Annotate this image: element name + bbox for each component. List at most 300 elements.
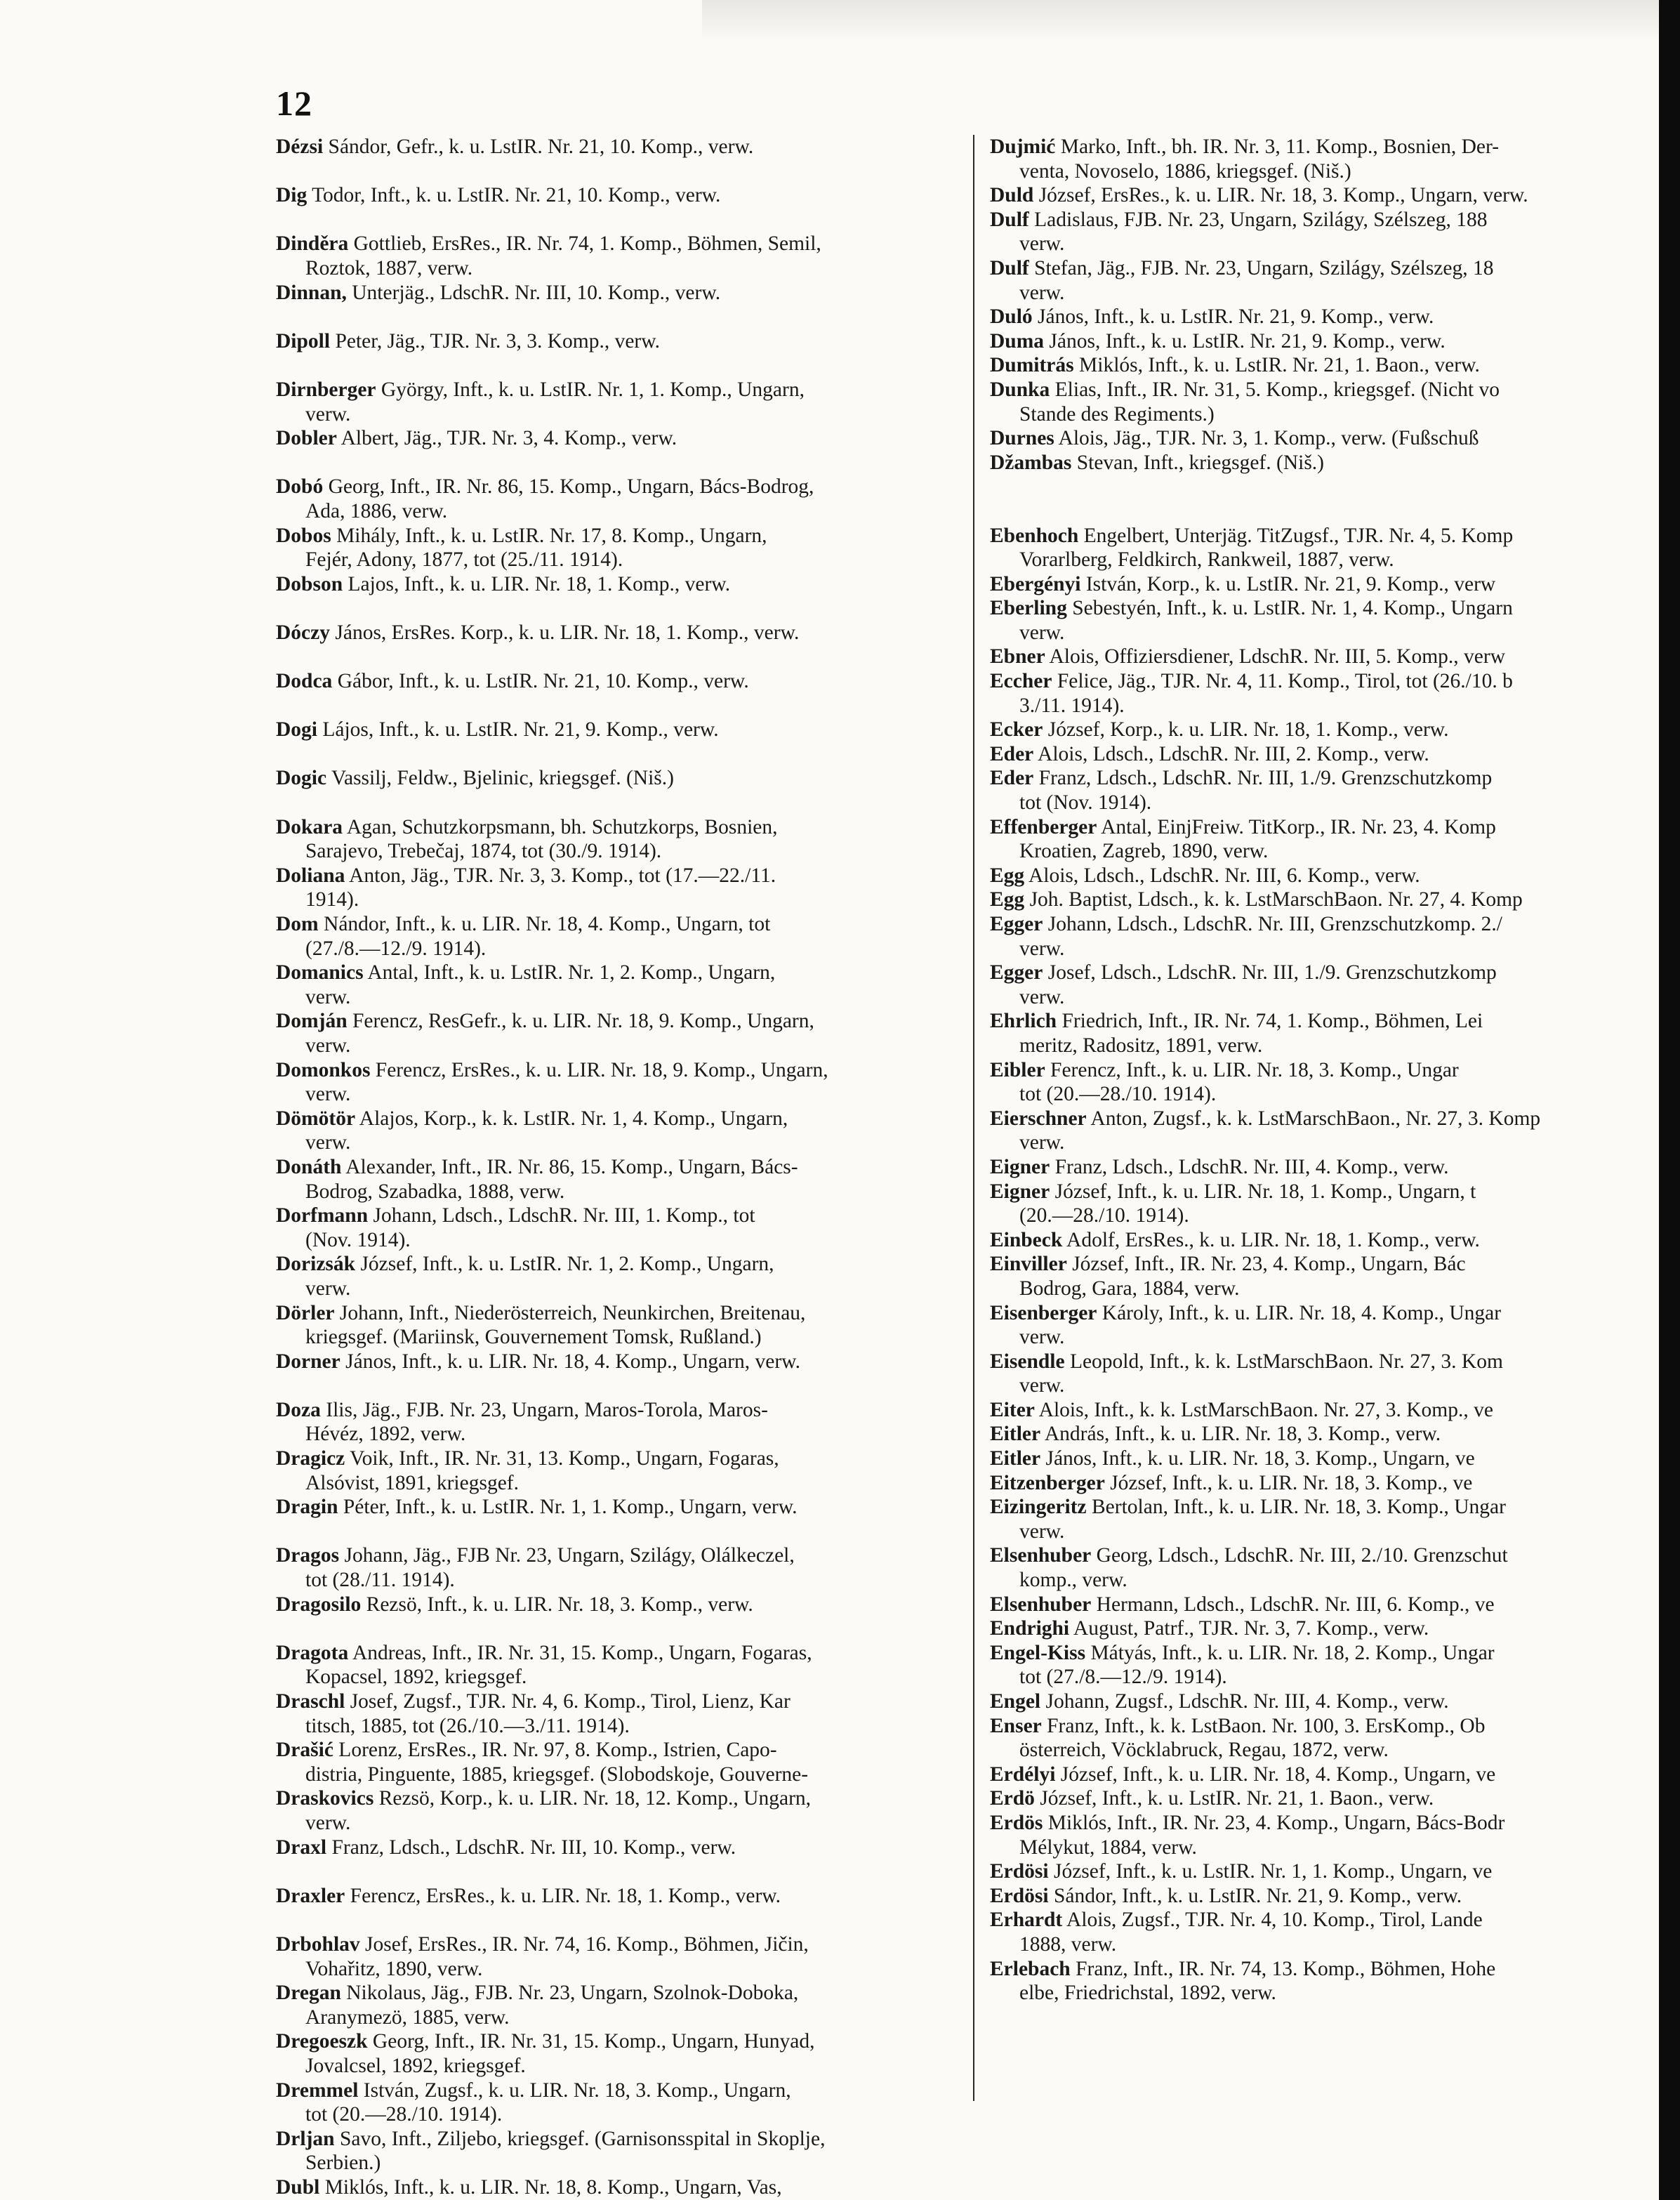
entry-first-line [990, 1471, 1671, 1496]
entry-text: Kopacsel, 1892, kriegsgef. [305, 1666, 527, 1689]
register-entry [276, 1836, 964, 1884]
entry-text: verw. [1019, 281, 1065, 304]
entry-text: Marko, Inft., bh. IR. Nr. 3, 11. Komp., Bosnien, Der- [1060, 136, 1500, 158]
entry-first-line [276, 1786, 964, 1811]
entry-first-line [990, 1957, 1671, 1982]
entry-text: József, Inft., k. u. LstIR. Nr. 1, 2. Komp., Ungarn, [360, 1253, 774, 1276]
register-entry [276, 2079, 964, 2127]
entry-surname: Eitzenberger [990, 1471, 1105, 1494]
entry-text: József, Inft., k. u. LstIR. Nr. 21, 1. Baon., verw. [1040, 1787, 1434, 1810]
entry-continuation-line [276, 985, 964, 1010]
entry-surname: Dubl [276, 2175, 320, 2199]
register-entry [990, 572, 1671, 597]
entry-text: Miklós, Inft., k. u. LIR. Nr. 18, 8. Komp., Ungarn, Vas, [324, 2175, 782, 2199]
register-entry [990, 451, 1671, 475]
entry-text: Alois, Zugsf., TJR. Nr. 4, 10. Komp., Tirol, Lande [1066, 1909, 1483, 1932]
entry-continuation-line [990, 1374, 1671, 1398]
entry-text: verw. [305, 402, 351, 426]
entry-first-line [276, 815, 964, 840]
entry-surname: Dragos [276, 1544, 340, 1567]
entry-text: Johann, Inft., Niederösterreich, Neunkirchen, Breitenau, [339, 1301, 806, 1324]
entry-first-line [990, 1543, 1671, 1568]
entry-text: Alexander, Inft., IR. Nr. 86, 15. Komp., Ungarn, Bács- [345, 1155, 798, 1178]
register-entry [990, 208, 1671, 256]
entry-first-line [276, 1884, 964, 1909]
entry-text: titsch, 1885, tot (26./10.—3./11. 1914). [305, 1714, 630, 1737]
entry-first-line [990, 912, 1671, 937]
entry-continuation-line [990, 232, 1671, 256]
entry-text: verw. [1019, 1374, 1065, 1397]
left-column [276, 135, 964, 2200]
entry-text: Ada, 1886, verw. [305, 499, 448, 522]
entry-first-line [276, 1738, 964, 1763]
entry-first-line [276, 426, 964, 451]
entry-surname: Dig [276, 184, 307, 207]
entry-text: Roztok, 1887, verw. [305, 256, 473, 279]
register-entry [990, 1180, 1671, 1228]
entry-first-line [276, 2079, 964, 2103]
entry-surname: Duma [990, 329, 1045, 353]
register-entry [276, 135, 964, 183]
entry-continuation-line [990, 1204, 1671, 1228]
entry-first-line [276, 912, 964, 937]
entry-text: Nándor, Inft., k. u. LIR. Nr. 18, 4. Komp., Ungarn, tot [324, 913, 771, 935]
register-entry [990, 1859, 1671, 1884]
entry-continuation-line [990, 402, 1671, 427]
entry-text: Todor, Inft., k. u. LstIR. Nr. 21, 10. Komp., verw. [312, 184, 721, 207]
entry-text: verw. [1019, 232, 1065, 256]
entry-first-line [276, 1593, 964, 1617]
register-entry [276, 378, 964, 426]
entry-surname: Dragota [276, 1641, 349, 1664]
entry-first-line [990, 208, 1671, 232]
entry-first-line [276, 864, 964, 888]
register-entry [276, 1058, 964, 1107]
entry-first-line [276, 1981, 964, 2005]
entry-continuation-line [276, 839, 964, 864]
entry-text: Hermann, Ldsch., LdschR. Nr. III, 6. Komp., ve [1096, 1593, 1495, 1616]
entry-surname: Dipoll [276, 329, 331, 353]
entry-text: komp., verw. [1019, 1569, 1127, 1592]
entry-surname: Duló [990, 305, 1033, 329]
entry-surname: Erlebach [990, 1957, 1071, 1980]
entry-text: Antal, EinjFreiw. TitKorp., IR. Nr. 23, 4. Komp [1101, 815, 1496, 838]
entry-text: Friedrich, Inft., IR. Nr. 74, 1. Komp., Böhmen, Lei [1061, 1010, 1483, 1033]
entry-text: Anton, Zugsf., k. k. LstMarschBaon., Nr. 27, 3. Komp [1090, 1107, 1541, 1130]
entry-text: Antal, Inft., k. u. LstIR. Nr. 1, 2. Komp., Ungarn, [367, 961, 776, 984]
entry-text: Lorenz, ErsRes., IR. Nr. 97, 8. Komp., Istrien, Capo- [338, 1739, 777, 1762]
entry-text: 1888, verw. [1019, 1932, 1117, 1956]
entry-first-line [990, 305, 1671, 329]
register-entry [276, 232, 964, 280]
register-entry [990, 1884, 1671, 1909]
entry-text: Alois, Jäg., TJR. Nr. 3, 1. Komp., verw. (Fußschuß [1058, 427, 1479, 450]
entry-surname: Enser [990, 1714, 1042, 1737]
entry-text: András, Inft., k. u. LIR. Nr. 18, 3. Komp., verw. [1044, 1423, 1441, 1446]
entry-text: János, ErsRes. Korp., k. u. LIR. Nr. 18, 1. Komp., verw. [335, 621, 800, 644]
register-entry [990, 645, 1671, 669]
entry-continuation-line [990, 839, 1671, 864]
register-entry [990, 1228, 1671, 1253]
entry-first-line [990, 353, 1671, 378]
entry-surname: Dinděra [276, 232, 349, 256]
register-entry [990, 1447, 1671, 1471]
entry-continuation-line [276, 1665, 964, 1689]
entry-continuation-line [990, 1665, 1671, 1689]
entry-first-line [990, 1155, 1671, 1180]
entry-text: Alois, Ldsch., LdschR. Nr. III, 6. Komp., verw. [1028, 864, 1420, 887]
register-entry [276, 815, 964, 864]
entry-first-line [276, 232, 964, 256]
entry-first-line [276, 1350, 964, 1374]
entry-surname: Drašić [276, 1739, 333, 1762]
entry-surname: Dobler [276, 427, 337, 450]
entry-surname: Durnes [990, 427, 1054, 450]
entry-continuation-line [990, 159, 1671, 184]
register-entry [276, 1689, 964, 1738]
entry-text: Georg, Inft., IR. Nr. 31, 15. Komp., Ungarn, Hunyad, [372, 2030, 815, 2053]
entry-text: Vassilj, Feldw., Bjelinic, kriegsgef. (Niš.) [331, 767, 674, 790]
register-entry [990, 815, 1671, 864]
register-entry [276, 183, 964, 232]
entry-continuation-line [990, 1932, 1671, 1957]
entry-first-line [990, 1763, 1671, 1787]
entry-text: Andreas, Inft., IR. Nr. 31, 15. Komp., Ungarn, Fogaras, [352, 1641, 812, 1664]
entry-surname: Dumitrás [990, 354, 1074, 377]
entry-text: Franz, Ldsch., LdschR. Nr. III, 10. Komp., verw. [331, 1836, 736, 1859]
register-entry [990, 888, 1671, 912]
register-entry [990, 1786, 1671, 1811]
register-entry [276, 1350, 964, 1398]
entry-surname: Donáth [276, 1155, 342, 1178]
entry-text: Sándor, Gefr., k. u. LstIR. Nr. 21, 10. Komp., verw. [328, 136, 754, 158]
entry-text: Sarajevo, Trebečaj, 1874, tot (30./9. 1914). [305, 840, 662, 863]
entry-text: verw. [1019, 1326, 1065, 1349]
entry-first-line [276, 1543, 964, 1568]
entry-surname: Dömötör [276, 1107, 356, 1130]
entry-surname: Eierschner [990, 1107, 1087, 1130]
entry-text: Stande des Regiments.) [1019, 402, 1215, 426]
entry-first-line [990, 1616, 1671, 1641]
register-entry [276, 1786, 964, 1835]
entry-continuation-line [276, 888, 964, 912]
entry-surname: Domanics [276, 961, 364, 984]
entry-text: venta, Novoselo, 1886, kriegsgef. (Niš.) [1019, 159, 1351, 183]
entry-continuation-line [276, 2151, 964, 2175]
entry-text: Voik, Inft., IR. Nr. 31, 13. Komp., Ungarn, Fogaras, [350, 1447, 779, 1470]
entry-surname: Ebenhoch [990, 524, 1079, 547]
entry-surname: Dragin [276, 1496, 338, 1519]
entry-first-line [990, 1398, 1671, 1423]
entry-surname: Ebergényi [990, 572, 1081, 595]
entry-text: (27./8.—12./9. 1914). [305, 937, 487, 960]
entry-surname: Doliana [276, 864, 345, 887]
entry-first-line [990, 329, 1671, 354]
entry-text: József, Inft., k. u. LIR. Nr. 18, 1. Komp., Ungarn, t [1054, 1180, 1476, 1203]
register-entry [990, 1908, 1671, 1956]
entry-text: tot (Nov. 1914). [1019, 791, 1152, 815]
entry-text: Ilis, Jäg., FJB. Nr. 23, Ungarn, Maros-Torola, Maros- [326, 1398, 768, 1421]
entry-text: Bodrog, Szabadka, 1888, verw. [305, 1180, 565, 1203]
entry-continuation-line [276, 1082, 964, 1107]
entry-surname: Eitler [990, 1423, 1041, 1446]
entry-first-line [990, 888, 1671, 912]
entry-first-line [990, 1107, 1671, 1131]
entry-surname: Eisenberger [990, 1301, 1097, 1324]
register-entry [276, 281, 964, 329]
register-entry [990, 1641, 1671, 1689]
entry-surname: Eizingeritz [990, 1496, 1087, 1519]
entry-first-line [276, 621, 964, 645]
register-entry [990, 256, 1671, 305]
register-entry [990, 378, 1671, 426]
entry-surname: Domonkos [276, 1058, 371, 1081]
entry-text: Josef, ErsRes., IR. Nr. 74, 16. Komp., Böhmen, Jičin, [365, 1932, 809, 1956]
entry-text: Franz, Inft., k. k. LstBaon. Nr. 100, 3. ErsKomp., Ob [1047, 1714, 1486, 1737]
entry-continuation-line [990, 937, 1671, 961]
entry-first-line [276, 1689, 964, 1714]
register-entry [276, 912, 964, 961]
entry-continuation-line [990, 791, 1671, 815]
entry-continuation-line [276, 1568, 964, 1593]
entry-text: Ferencz, ResGefr., k. u. LIR. Nr. 18, 9. Komp., Ungarn, [352, 1010, 814, 1033]
entry-first-line [276, 1301, 964, 1326]
entry-first-line [276, 524, 964, 548]
entry-continuation-line [276, 2005, 964, 2030]
entry-first-line [990, 718, 1671, 742]
entry-text: Ladislaus, FJB. Nr. 23, Ungarn, Szilágy, Szélszeg, 188 [1034, 208, 1488, 231]
register-entry [276, 961, 964, 1009]
entry-text: Franz, Inft., IR. Nr. 74, 13. Komp., Böhmen, Hohe [1076, 1957, 1496, 1980]
entry-first-line [990, 645, 1671, 669]
register-entry [276, 718, 964, 766]
register-entry [276, 1495, 964, 1543]
entry-text: József, ErsRes., k. u. LIR. Nr. 18, 3. Komp., Ungarn, verw. [1038, 184, 1528, 207]
entry-text: Elias, Inft., IR. Nr. 31, 5. Komp., kriegsgef. (Nicht vo [1054, 378, 1500, 401]
entry-text: Alois, Ldsch., LdschR. Nr. III, 2. Komp., verw. [1038, 742, 1429, 765]
entry-text: Peter, Jäg., TJR. Nr. 3, 3. Komp., verw. [335, 329, 661, 353]
entry-first-line [990, 1447, 1671, 1471]
entry-first-line [990, 766, 1671, 791]
entry-surname: Dregoeszk [276, 2030, 368, 2053]
entry-first-line [990, 1180, 1671, 1204]
register-entry [990, 1593, 1671, 1617]
column-divider [973, 135, 974, 2101]
register-entry [276, 524, 964, 572]
entry-text: János, Inft., k. u. LstIR. Nr. 21, 9. Komp., verw. [1038, 305, 1434, 329]
entry-first-line [990, 1422, 1671, 1447]
register-entry [276, 621, 964, 669]
entry-text: Ferencz, Inft., k. u. LIR. Nr. 18, 3. Komp., Ungar [1050, 1058, 1459, 1081]
entry-first-line [990, 864, 1671, 888]
entry-text: Hévéz, 1892, verw. [305, 1423, 466, 1446]
register-entry [990, 766, 1671, 815]
entry-surname: Dorizsák [276, 1253, 356, 1276]
register-entry [990, 1957, 1671, 2005]
entry-text: Rezsö, Inft., k. u. LIR. Nr. 18, 3. Komp., verw. [366, 1593, 753, 1616]
entry-continuation-line [276, 1034, 964, 1058]
register-entry [276, 2175, 964, 2200]
entry-first-line [990, 451, 1671, 475]
entry-first-line [990, 1228, 1671, 1253]
entry-text: Unterjäg., LdschR. Nr. III, 10. Komp., verw. [352, 281, 721, 304]
entry-continuation-line [276, 1957, 964, 1982]
entry-surname: Eccher [990, 670, 1052, 693]
entry-surname: Dobos [276, 524, 331, 547]
entry-text: Franz, Ldsch., LdschR. Nr. III, 1./9. Grenzschutzkomp [1038, 767, 1493, 790]
register-entry [990, 1058, 1671, 1107]
entry-first-line [990, 1689, 1671, 1714]
entry-surname: Egger [990, 913, 1043, 935]
entry-first-line [990, 742, 1671, 767]
entry-continuation-line [276, 1228, 964, 1253]
entry-text: (Nov. 1914). [305, 1228, 411, 1251]
register-entry [276, 329, 964, 378]
entry-first-line [276, 766, 964, 791]
entry-first-line [276, 1107, 964, 1131]
register-entry [276, 1301, 964, 1350]
entry-first-line [276, 183, 964, 208]
page-number: 12 [276, 84, 312, 123]
entry-surname: Eder [990, 767, 1034, 790]
entry-text: Sebestyén, Inft., k. u. LstIR. Nr. 1, 4. Komp., Ungarn [1072, 597, 1513, 620]
entry-text: Georg, Ldsch., LdschR. Nr. III, 2./10. Grenzschut [1096, 1544, 1508, 1567]
entry-first-line [990, 256, 1671, 281]
register-entry [276, 1593, 964, 1641]
entry-text: Bodrog, Gara, 1884, verw. [1019, 1277, 1240, 1300]
entry-text: Serbien.) [305, 2152, 381, 2175]
register-entry [276, 1738, 964, 1786]
entry-surname: Draxl [276, 1836, 327, 1859]
entry-first-line [276, 1398, 964, 1423]
register-entry [990, 1398, 1671, 1423]
entry-surname: Egger [990, 961, 1043, 984]
entry-surname: Elsenhuber [990, 1593, 1092, 1616]
register-entry [990, 596, 1671, 645]
entry-text: Stevan, Inft., kriegsgef. (Niš.) [1076, 451, 1325, 474]
entry-text: Josef, Zugsf., TJR. Nr. 4, 6. Komp., Tirol, Lienz, Kar [350, 1690, 791, 1713]
entry-text: Alois, Offiziersdiener, LdschR. Nr. III, 5. Komp., verw [1049, 645, 1506, 668]
entry-surname: Džambas [990, 451, 1072, 474]
entry-text: József, Inft., k. u. LIR. Nr. 18, 4. Komp., Ungarn, ve [1060, 1763, 1496, 1786]
register-entry [990, 1714, 1671, 1763]
entry-surname: Erdö [990, 1787, 1035, 1810]
entry-text: verw. [305, 1131, 351, 1154]
entry-text: Alajos, Korp., k. k. LstIR. Nr. 1, 4. Komp., Ungarn, [359, 1107, 788, 1130]
entry-first-line [276, 669, 964, 694]
register-entry [276, 1009, 964, 1058]
entry-text: György, Inft., k. u. LstIR. Nr. 1, 1. Komp., Ungarn, [381, 378, 805, 401]
entry-continuation-line [990, 548, 1671, 572]
entry-surname: Dinnan, [276, 281, 347, 304]
register-entry [990, 183, 1671, 208]
entry-first-line [276, 378, 964, 402]
entry-first-line [990, 426, 1671, 451]
entry-text: Mátyás, Inft., k. u. LIR. Nr. 18, 2. Komp., Ungar [1090, 1641, 1495, 1664]
register-entry [276, 669, 964, 718]
entry-surname: Dremmel [276, 2079, 359, 2102]
entry-surname: Draschl [276, 1690, 345, 1713]
entry-first-line [990, 596, 1671, 621]
entry-text: Lájos, Inft., k. u. LstIR. Nr. 21, 9. Komp., verw. [322, 718, 719, 742]
entry-continuation-line [276, 1180, 964, 1204]
entry-text: verw. [305, 1034, 351, 1057]
entry-continuation-line [276, 256, 964, 281]
entry-first-line [276, 572, 964, 597]
entry-surname: Drbohlav [276, 1932, 360, 1956]
entry-text: József, Inft., IR. Nr. 23, 4. Komp., Ungarn, Bác [1072, 1253, 1466, 1276]
entry-continuation-line [990, 1131, 1671, 1155]
entry-text: tot (28./11. 1914). [305, 1569, 455, 1592]
entry-text: verw. [305, 985, 351, 1008]
entry-surname: Dragosilo [276, 1593, 362, 1616]
register-entry [990, 1350, 1671, 1398]
entry-continuation-line [276, 1277, 964, 1301]
entry-continuation-line [990, 985, 1671, 1010]
entry-text: Josef, Ldsch., LdschR. Nr. III, 1./9. Grenzschutzkomp [1047, 961, 1497, 984]
entry-first-line [990, 1811, 1671, 1836]
entry-text: Agan, Schutzkorpsmann, bh. Schutzkorps, Bosnien, [346, 815, 778, 838]
entry-surname: Elsenhuber [990, 1544, 1092, 1567]
register-entry [276, 1884, 964, 1932]
register-entry [990, 742, 1671, 767]
entry-first-line [276, 1447, 964, 1471]
entry-text: Engelbert, Unterjäg. TitZugsf., TJR. Nr. 4, 5. Komp [1083, 524, 1514, 547]
entry-surname: Dodca [276, 670, 333, 693]
register-entry [990, 1616, 1671, 1641]
entry-surname: Eder [990, 742, 1034, 765]
entry-surname: Dunka [990, 378, 1050, 401]
register-entry [990, 426, 1671, 451]
entry-surname: Dogic [276, 767, 327, 790]
entry-continuation-line [276, 1325, 964, 1350]
entry-surname: Erdösi [990, 1884, 1049, 1907]
section-gap [990, 475, 1671, 523]
register-entry [990, 961, 1671, 1009]
entry-surname: Doza [276, 1398, 321, 1421]
entry-first-line [276, 1155, 964, 1180]
entry-text: Felice, Jäg., TJR. Nr. 4, 11. Komp., Tirol, tot (26./10. b [1057, 670, 1513, 693]
entry-surname: Dóczy [276, 621, 330, 644]
register-entry [276, 766, 964, 815]
entry-text: August, Patrf., TJR. Nr. 3, 7. Komp., verw. [1073, 1617, 1429, 1640]
register-entry [990, 1155, 1671, 1180]
entry-surname: Dulf [990, 208, 1029, 231]
entry-text: Bertolan, Inft., k. u. LIR. Nr. 18, 3. Komp., Ungar [1092, 1496, 1506, 1519]
entry-surname: Dorfmann [276, 1204, 369, 1227]
entry-text: József, Korp., k. u. LIR. Nr. 18, 1. Komp., verw. [1047, 718, 1449, 742]
entry-text: Sándor, Inft., k. u. LstIR. Nr. 21, 9. Komp., verw. [1053, 1884, 1462, 1907]
entry-continuation-line [276, 1471, 964, 1496]
right-column [990, 135, 1671, 2005]
entry-continuation-line [276, 1811, 964, 1836]
entry-surname: Ehrlich [990, 1010, 1057, 1033]
register-entry [990, 524, 1671, 572]
entry-continuation-line [990, 1981, 1671, 2005]
register-entry [276, 1155, 964, 1204]
entry-continuation-line [990, 1034, 1671, 1058]
register-entry [990, 1471, 1671, 1496]
scan-shadow-top [702, 0, 1680, 42]
entry-surname: Eisendle [990, 1350, 1065, 1373]
entry-text: tot (20.—28./10. 1914). [305, 2103, 503, 2126]
entry-text: verw. [305, 1277, 351, 1300]
entry-continuation-line [276, 937, 964, 961]
entry-continuation-line [990, 1520, 1671, 1544]
entry-text: Vorarlberg, Feldkirch, Rankweil, 1887, verw. [1019, 548, 1394, 572]
register-entry [990, 1495, 1671, 1543]
entry-surname: Draxler [276, 1884, 345, 1907]
